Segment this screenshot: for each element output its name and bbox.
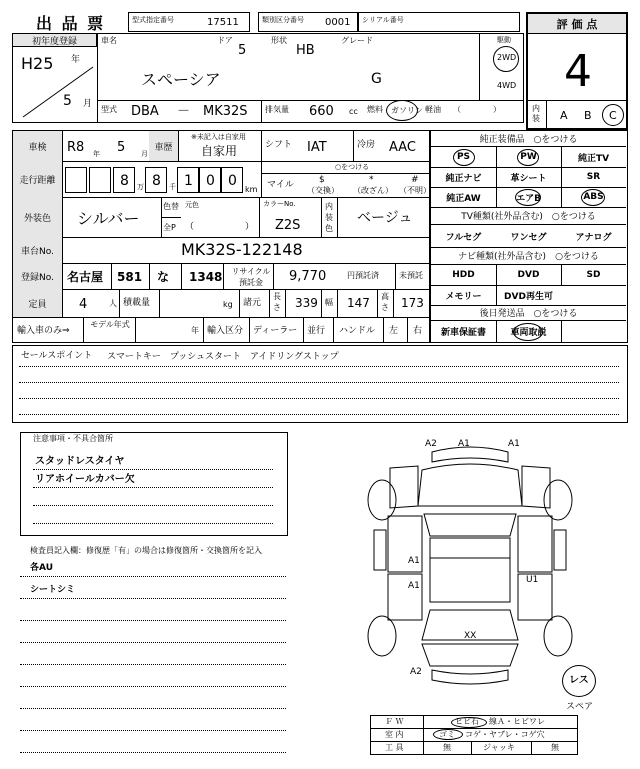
mile-label: マイル: [267, 180, 294, 190]
history-label: 車歴: [149, 131, 179, 161]
drive-label: 駆動: [497, 36, 511, 44]
serial-box: [358, 12, 520, 32]
color-code-value: Z2S: [275, 218, 301, 233]
serial-label: シリアル番号: [362, 16, 404, 24]
fuel-circle: [386, 100, 418, 121]
first-reg-month: 5: [63, 93, 72, 109]
inspection-month: 5: [117, 140, 126, 155]
history-value: 自家用: [201, 144, 238, 158]
diag-label-right-rear-door: U1: [526, 575, 539, 585]
length-value: 339: [295, 296, 318, 310]
type-label: 型式: [101, 105, 117, 114]
navi-sd: SD: [586, 270, 601, 280]
displacement-label: 排気量: [265, 105, 289, 114]
defect-line-2: リアホイールカバー欠: [35, 474, 135, 485]
oil-paren: （ ）: [453, 105, 501, 114]
alter-sym: *: [369, 175, 374, 185]
inspection-year-unit: 年: [93, 150, 100, 158]
first-reg-label: 初年度登録: [13, 34, 97, 47]
defects-title: 注意事項・不具合箇所: [33, 434, 113, 443]
condition-table: [370, 715, 578, 755]
inspector-line-1: 各AU: [30, 563, 53, 573]
mileage-digits: 8 万 8 千 1 0 0: [65, 167, 243, 193]
history-note: ※未記入は自家用: [191, 133, 246, 141]
load-label: 積載量: [123, 298, 151, 308]
navi-title: ナビ種類(社外品含む) ○をつける: [431, 247, 626, 265]
inspector-line-2: シートシミ: [30, 585, 76, 595]
dims-label: 諸元: [243, 298, 262, 308]
equip-airbag-circle: [515, 189, 541, 206]
diag-label-hatch: XX: [464, 631, 477, 641]
docs-manual-circle: [513, 323, 543, 341]
width-value: 147: [347, 296, 370, 310]
sales-label: セールスポイント: [21, 351, 93, 361]
color-orig-label: 元色: [185, 201, 199, 209]
alter-label: （改ざん）: [353, 186, 393, 195]
inspector-title: 検査員記入欄：修復歴「有」の場合は修復箇所・交換箇所を記入: [30, 546, 262, 555]
height-label: 高さ: [381, 292, 389, 312]
mileage-label: 走行距離: [13, 161, 63, 197]
sales-text: スマートキー プッシュスタート アイドリングストップ: [107, 352, 339, 362]
equip-pw-circle: [517, 149, 539, 166]
equip-navi: 純正ナビ: [445, 173, 482, 184]
navi-hdd: HDD: [452, 270, 475, 280]
navi-memory: メモリー: [445, 291, 482, 302]
type-dash: －: [177, 104, 191, 119]
handle-label: ハンドル: [339, 326, 376, 336]
interior-cond-value-1: ゴミ: [439, 730, 455, 739]
model-no-box: [128, 12, 250, 32]
spare-value: レス: [569, 675, 589, 686]
recycle-label: リサイクル預託金: [231, 267, 271, 287]
import-label: 輸入車のみ⇒: [17, 326, 70, 336]
equip-pw: PW: [520, 152, 537, 162]
displacement-value: 660: [309, 104, 334, 119]
fw-value-2: 線Ａ・ヒビワレ: [489, 717, 545, 726]
interior-cond-circle: [433, 729, 463, 740]
reg-class: 581: [117, 270, 143, 284]
category-box: [258, 12, 358, 32]
swap-sym: $: [319, 175, 325, 185]
tv-title: TV種類(社外品含む) ○をつける: [431, 207, 626, 225]
km-unit: km: [245, 185, 258, 194]
handle-left: 左: [389, 326, 399, 336]
oil-label: 軽油: [425, 105, 441, 114]
equip-ps: PS: [456, 152, 471, 162]
import-dealer: ディーラー: [253, 326, 298, 336]
car-body-diagram: [360, 440, 580, 690]
doors-value: 5: [238, 43, 247, 58]
registration-label: 登録No.: [13, 263, 63, 289]
drive-2wd: 2WD: [497, 53, 517, 62]
tv-fullseg: フルセグ: [445, 232, 482, 243]
interior-color-label: 内装色: [325, 202, 333, 233]
drive-2wd-circle: [493, 46, 519, 72]
first-reg-era-year: H25: [21, 54, 54, 73]
diag-label-front-center: A1: [458, 439, 470, 449]
inspection-era: R8: [67, 140, 85, 155]
color-code-label: カラーNo.: [263, 200, 296, 208]
docs-warranty: 新車保証書: [440, 328, 486, 338]
drive-4wd: 4WD: [497, 81, 517, 90]
color-paren-right: ）: [245, 222, 255, 232]
recycle-unpaid: 未預託: [399, 271, 423, 280]
grade-label: グレード: [341, 36, 373, 45]
first-reg-year-unit: 年: [71, 55, 81, 65]
category-value: 0001: [325, 17, 351, 28]
score-value: 4: [564, 46, 592, 97]
docs-title: 後日発送品 ○をつける: [431, 305, 626, 321]
capacity-value: 4: [79, 297, 88, 312]
recycle-unit: 円預託済: [347, 271, 379, 280]
inspection-month-unit: 月: [141, 150, 148, 158]
score-label: 評 価 点: [528, 14, 626, 34]
shape-label: 形状: [271, 36, 287, 45]
color-paren-left: （: [185, 222, 195, 232]
interior-grade-c: C: [609, 109, 617, 122]
shape-value: HB: [296, 43, 315, 58]
equipment-box: [430, 130, 628, 343]
fw-value-1: ヒビ石: [455, 717, 479, 726]
equip-leather: 革シート: [510, 173, 547, 184]
car-name-value: スペーシア: [141, 70, 221, 89]
color-value: シルバー: [77, 209, 140, 228]
diag-label-left-rear-door: A1: [408, 581, 420, 591]
sales-box: [12, 345, 628, 423]
color-all-label: 全P: [163, 223, 176, 232]
diag-label-left-front-door: A1: [408, 556, 420, 566]
car-info-box: [12, 33, 524, 123]
ac-value: AAC: [389, 140, 416, 155]
fuel-label: 燃料: [367, 105, 383, 114]
tools-label: 工 具: [385, 743, 404, 752]
equip-aw: 純正AW: [446, 193, 481, 204]
interior-grade-circle: [602, 104, 624, 126]
reg-number: 1348: [189, 270, 223, 284]
recycle-value: 9,770: [289, 269, 327, 284]
navi-dvd: DVD: [517, 270, 540, 280]
car-name-label: 車名: [101, 36, 117, 45]
ac-label: 冷房: [357, 140, 376, 150]
equipment-title: 純正装備品 ○をつける: [431, 131, 626, 147]
interior-label: 内装: [532, 104, 540, 123]
navi-dvd-play: DVD再生可: [504, 291, 553, 302]
width-label: 幅: [325, 298, 333, 307]
unknown-label: （不明）: [399, 186, 431, 195]
diag-label-rear-bumper: A2: [410, 667, 422, 677]
sheet-title: 出 品 票: [36, 14, 106, 33]
tools-value: 無: [443, 743, 451, 752]
interior-grade-a: A: [560, 109, 568, 122]
capacity-label: 定員: [13, 289, 63, 317]
load-kg: kg: [223, 300, 233, 309]
model-no-label: 型式指定番号: [132, 16, 174, 24]
equip-tv: 純正TV: [577, 153, 610, 164]
type-code: MK32S: [203, 104, 248, 119]
equip-abs: ABS: [583, 192, 604, 202]
type-prefix: DBA: [131, 104, 159, 119]
docs-manual: 車両取説: [510, 328, 547, 338]
model-no-value: 17511: [207, 17, 239, 28]
interior-color-value: ベージュ: [357, 210, 413, 226]
mileage-circle-note: ○をつける: [335, 163, 370, 171]
reg-city: 名古屋: [67, 270, 104, 284]
interior-cond-value-2: コゲ・ヤブレ・コゲ穴: [465, 730, 545, 739]
model-year-label: モデル年式: [90, 320, 130, 329]
grade-value: G: [371, 71, 382, 87]
shift-value: IAT: [307, 140, 327, 155]
color-change-label: 色替: [163, 202, 179, 211]
capacity-unit: 人: [109, 299, 117, 308]
first-reg-month-unit: 月: [83, 99, 93, 109]
equip-sr: SR: [586, 172, 601, 182]
tv-oneseg: ワンセグ: [510, 232, 547, 243]
height-value: 173: [401, 296, 424, 310]
category-label: 類別区分番号: [262, 16, 304, 24]
score-box: [526, 12, 628, 130]
swap-label: （交換）: [307, 186, 339, 195]
tv-analog: アナログ: [575, 232, 612, 243]
equip-ps-circle: [453, 149, 475, 166]
defects-box: [20, 432, 288, 536]
import-parallel: 並行: [307, 326, 326, 336]
fuel-value: ガソリン: [391, 106, 423, 115]
cc-unit: cc: [349, 107, 358, 116]
chassis-value: MK32S-122148: [181, 240, 303, 259]
model-year-unit: 年: [191, 326, 199, 335]
equip-abs-circle: [581, 189, 605, 206]
interior-grade-b: B: [584, 109, 592, 122]
fw-label: Ｆ Ｗ: [385, 717, 404, 726]
color-label: 外装色: [13, 197, 63, 237]
shift-label: シフト: [265, 140, 293, 150]
equip-airbag: エアB: [516, 193, 541, 204]
reg-kana: な: [157, 270, 170, 284]
interior-cond-label: 室 内: [385, 730, 404, 739]
diag-label-front-bumper: A2: [425, 439, 437, 449]
jack-value: 無: [551, 743, 559, 752]
handle-right: 右: [413, 326, 423, 336]
door-label: ドア: [217, 36, 233, 45]
chassis-label: 車台No.: [13, 237, 63, 263]
inspection-label: 車検: [13, 131, 63, 161]
main-grid: [12, 130, 430, 343]
import-cat-label: 輸入区分: [207, 326, 244, 336]
defect-line-1: スタッドレスタイヤ: [35, 456, 125, 467]
jack-label: ジャッキ: [483, 743, 515, 752]
diag-label-front-right: A1: [508, 439, 520, 449]
spare-label: スペア: [566, 702, 594, 712]
unknown-sym: #: [411, 175, 419, 185]
fw-circle: [451, 717, 487, 728]
length-label: 長さ: [273, 292, 281, 312]
